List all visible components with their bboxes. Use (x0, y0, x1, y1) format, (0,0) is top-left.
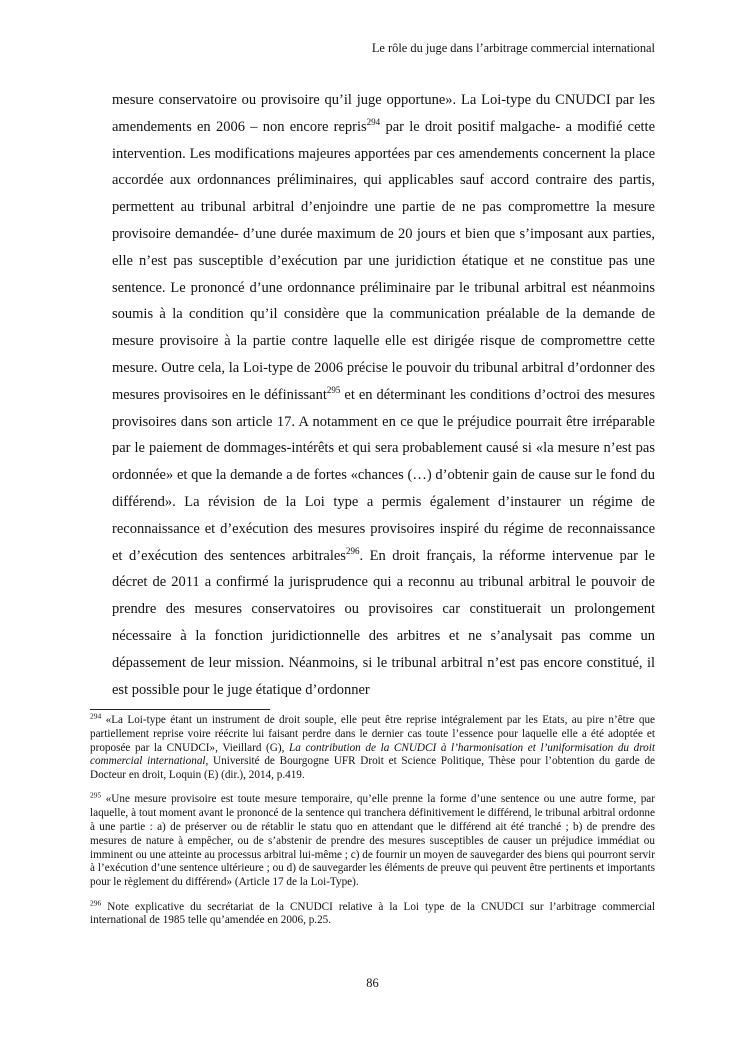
footnotes (90, 711, 655, 939)
body-paragraph (112, 87, 655, 703)
running-header: Le rôle du juge dans l’arbitrage commercial international (371, 41, 655, 55)
footnote-ref-294[interactable]: 294 (366, 116, 381, 127)
body-segment-3: et en déterminant les conditions d’octroi des mesures provisoires dans son article 17. A notamment en ce que le préjudice pourrait être irréparable par le paiement de dommages-intérêts et qui sera probablement causé si «la mesure n’est pas ordonnée» et que la demande a de fortes «chances (…) d’obtenir gain de cause sur le fond du différend». La révision de la Loi type a permis également d’instaurer un régime de reconnaissance et d’exécution des mesures provisoires inspiré du régime de reconnaissance et d’exécution des sentences arbitrales (112, 386, 655, 564)
footnote-ref-295[interactable]: 295 (326, 384, 341, 395)
footnote-number: 294 (90, 711, 102, 721)
footnote-296 (90, 897, 655, 929)
footnote-295 (90, 790, 655, 890)
main-text (112, 87, 655, 703)
footnote-title: La contribution de la CNUDCI à l’harmonisation et l’uniformisation du droit commercial international (90, 741, 655, 768)
footnote-ref-296[interactable]: 296 (345, 545, 360, 556)
footnote-text: Note explicative du secrétariat de la CNUDCI relative à la Loi type de la CNUDCI sur l’arbitrage commercial international de 1985 telle qu’amendée en 2006, p.25. (90, 900, 655, 927)
footnote-294 (90, 711, 655, 783)
footnote-number: 295 (90, 790, 102, 800)
body-segment-2: par le droit positif malgache- a modifié cette intervention. Les modifications majeures apportées par ces amendements concernent la place accordée aux ordonnances préliminaires, qui applicables sauf accord contraire des partis, permettent au tribunal arbitral d’enjoindre une partie de ne pas compromettre la mesure provisoire demandée- d’une durée maximum de 20 jours et bien que s’imposant aux parties, elle n’est pas susceptible d’exécution par une juridiction étatique et ne constitue pas une sentence. Le prononcé d’une ordonnance préliminaire par le tribunal arbitral est néanmoins soumis à la condition qu’il considère que la communication préalable de la demande de mesure provisoire à la partie contre laquelle elle est dirigée risque de compromettre cette mesure. Outre cela, la Loi-type de 2006 précise le pouvoir du tribunal arbitral d’ordonner des mesures provisoires en le définissant (112, 118, 656, 403)
page-number: 86 (366, 976, 379, 990)
footnote-text: , Université de Bourgogne UFR Droit et Science Politique, Thèse pour l’obtention du garde de Docteur en droit, Loquin (E) (dir.), 2014, p.419. (90, 755, 655, 782)
footnote-divider (90, 709, 270, 710)
footnote-number: 296 (90, 897, 102, 907)
body-segment-1: mesure conservatoire ou provisoire qu’il juge opportune». La Loi-type du CNUDCI par les amendements en 2006 – non encore repris (112, 92, 655, 135)
body-segment-4: . En droit français, la réforme intervenue par le décret de 2011 a confirmé la jurisprudence qui a reconnu au tribunal arbitral le pouvoir de prendre des mesures conservatoires ou provisoires car constituerait un prolongement nécessaire à la fonction juridictionnelle des arbitres et ne s’analysait pas comme un dépassement de leur mission. Néanmoins, si le tribunal arbitral n’est pas encore constitué, il est possible pour le juge étatique d’ordonner (112, 547, 655, 698)
footnote-text: «La Loi-type étant un instrument de droit souple, elle peut être reprise intégralement par les Etats, au pire n’être que partiellement reprise voire réécrite lui faisant perdre dans le dernier cas toute l’essence pour laquelle elle a été adoptée et proposée par la CNUDCI», Vieillard (G), (90, 714, 655, 754)
footnote-text: «Une mesure provisoire est toute mesure temporaire, qu’elle prenne la forme d’une sentence ou une autre forme, par laquelle, à tout moment avant le prononcé de la sentence qui tranchera définitivement le différend, le tribunal arbitral ordonne à une partie : a) de préserver ou de rétablir le statu quo en attendant que le différend ait été tranché ; b) de prendre des mesures de nature à empêcher, ou de s’abstenir de prendre des mesures susceptibles de causer un préjudice immédiat ou imminent ou une atteinte au processus arbitral lui-même ; c) de fournir un moyen de sauvegarder des biens qui pourront servir à l’exécution d’une sentence ultérieure ; ou d) de sauvegarder les éléments de preuve qui peuvent être pertinents et importants pour le règlement du différend» (Article 17 de la Loi-Type). (90, 793, 655, 889)
